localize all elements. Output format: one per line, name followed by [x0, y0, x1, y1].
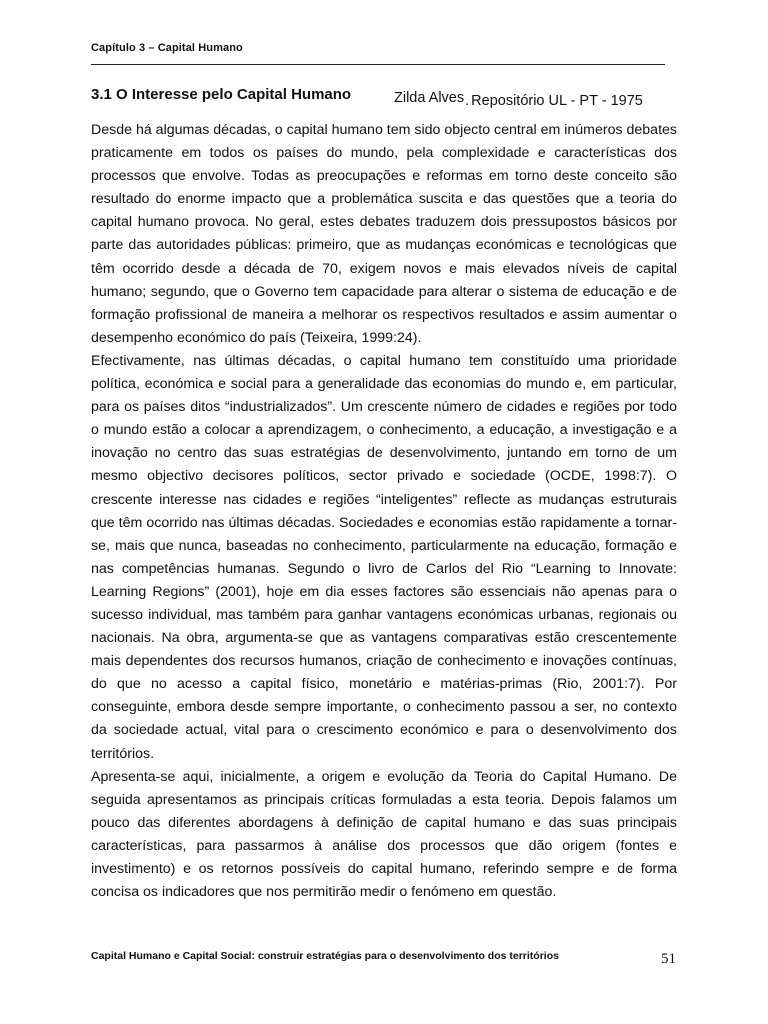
footer-title: Capital Humano e Capital Social: construir estratégias para o desenvolvimento dos territórios — [91, 950, 559, 962]
body-paragraph-1: Desde há algumas décadas, o capital humano tem sido objecto central em inúmeros debates praticamente em todos os países do mundo, pela complexidade e características dos processos que envolve. Todas as preocupações e reformas em torno deste conceito são resultado do enorme impacto que a problemática suscita e das questões que a teoria do capital humano provoca. No geral, estes debates traduzem dois pressupostos básicos por parte das autoridades públicas: primeiro, que as mudanças económicas e tecnológicas que têm ocorrido desde a década de 70, exigem novos e mais elevados níveis de capital humano; segundo, que o Governo tem capacidade para alterar o sistema de educação e de formação profissional de maneira a melhorar os respectivos resultados e assim aumentar o desempenho económico do país (Teixeira, 1999:24). — [91, 122, 677, 346]
body-paragraph-3: Apresenta-se aqui, inicialmente, a origem e evolução da Teoria do Capital Humano. De seguida apresentamos as principais críticas formuladas a esta teoria. Depois falamos um pouco das diferentes abordagens à definição de capital humano e das suas principais características, para passarmos à análise dos processos que dão origem (fontes e investimento) e os retornos possíveis do capital humano, referindo sempre e de forma concisa os indicadores que nos permitirão medir o fenómeno em questão. — [91, 768, 677, 901]
page-number: 51 — [661, 951, 676, 967]
author-annotation — [394, 90, 643, 109]
body-text — [91, 119, 677, 904]
body-paragraph-2: Efectivamente, nas últimas décadas, o capital humano tem constituído uma prioridade política, económica e social para a generalidade das economias do mundo e, em particular, para os países ditos “industrializados”. Um crescente número de cidades e regiões por todo o mundo estão a colocar a aprendizagem, o conhecimento, a educação, a investigação e a inovação no centro das suas estratégias de desenvolvimento, juntando em torno de um mesmo objectivo decisores políticos, sector privado e sociedade (OCDE, 1998:7). O crescente interesse nas cidades e regiões “inteligentes” reflecte as mudanças estruturais que têm ocorrido nas últimas décadas. Sociedades e economias estão rapidamente a tornar-se, mais que nunca, baseadas no conhecimento, particularmente na educação, formação e nas competências humanas. Segundo o livro de Carlos del Rio “Learning to Innovate: Learning Regions” (2001), hoje em dia esses factores são essenciais não apenas para o sucesso individual, mas também para ganhar vantagens económicas urbanas, regionais ou nacionais. Na obra, argumenta-se que as vantagens comparativas estão crescentemente mais dependentes dos recursos humanos, criação de conhecimento e inovações contínuas, do que no acesso a capital físico, monetário e matérias-primas (Rio, 2001:7). Por conseguinte, embora desde sempre importante, o conhecimento passou a ser, no contexto da sociedade actual, vital para o crescimento económico e para o desenvolvimento dos territórios. — [91, 352, 677, 762]
annotation-separator: . — [465, 93, 470, 109]
chapter-header: Capítulo 3 – Capital Humano — [91, 42, 243, 54]
annotation-author: Zilda Alves — [394, 90, 465, 106]
section-title: 3.1 O Interesse pelo Capital Humano — [91, 86, 352, 103]
annotation-repository: Repositório UL - PT - 1975 — [471, 93, 643, 109]
header-divider — [91, 64, 665, 65]
